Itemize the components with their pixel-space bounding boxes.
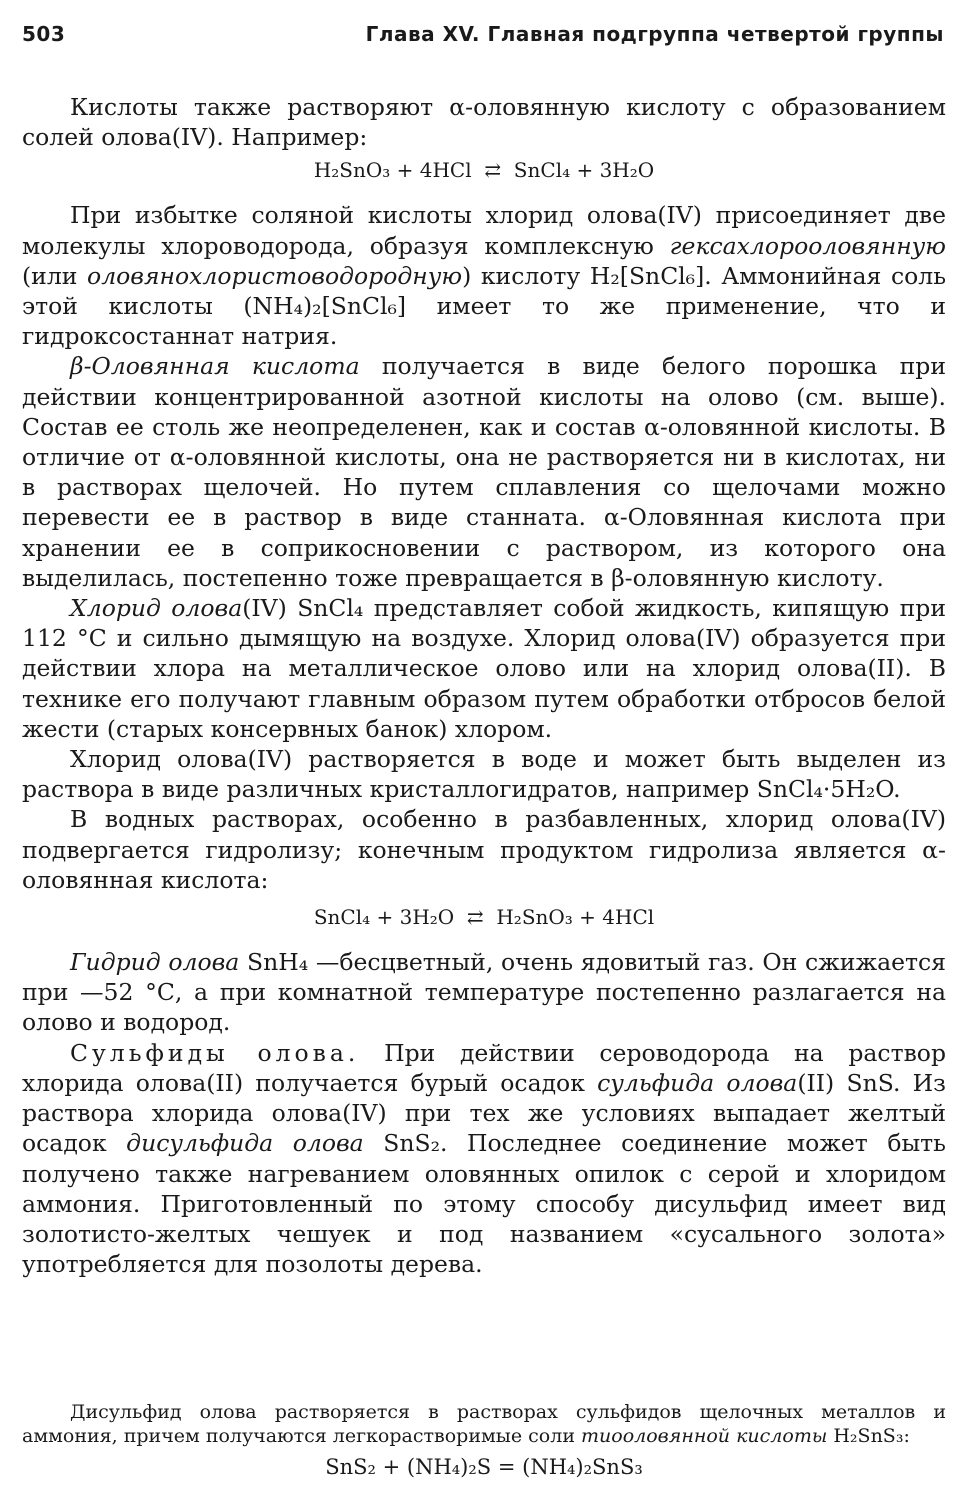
paragraph-beta-acid: β-Оловянная кислота получается в виде белого порошка при действии концентрированной азотной кислоты на олово (см. выше). Состав ее столь же неопределенен, как и состав α-оловянной кислоты. В отличие от α-оловянной кислоты, она не растворяется ни в кислотах, ни в растворах щелочей. Но путем сплавления со щелочами можно перевести ее в раствор в виде станната. α-Оловянная кислота при хранении ее в соприкосновении с раствором, из которого она выделилась, постепенно тоже превращается в β-оловянную кислоту. xyxy=(22,352,947,592)
paragraph-crystallohydrates: Хлорид олова(IV) растворяется в воде и может быть выделен из раствора в виде различных кристаллогидратов, например SnCl₄·5H₂O. xyxy=(22,745,946,804)
running-title: Глава XV. Главная подгруппа четвертой группы xyxy=(365,22,944,46)
term-tin-disulfide: дисульфида олова xyxy=(126,1129,364,1158)
paragraph-sulfides: Сульфиды олова. При действии сероводорода на раствор хлорида олова(II) получается бурый осадок сульфида олова(II) SnS. Из раствора хлорида олова(IV) при тех же условиях выпадает желтый осадок дисульфида олова SnS₂. Последнее соединение может быть получено также нагреванием оловянных опилок с серой и хлоридом аммония. Приготовленный по этому способу дисульфид имеет вид золотисто-желтых чешуек и под названием «сусального золота» употребляется для позолоты дерева. xyxy=(22,1038,947,1279)
small-print-note xyxy=(22,1400,946,1484)
heading-sulfides: Сульфиды олова. xyxy=(70,1038,360,1067)
term-tin-chloride: Хлорид олова xyxy=(70,594,243,623)
equation-3: SnS₂ + (NH₄)₂S = (NH₄)₂SnS₃ xyxy=(325,1455,643,1479)
main-text xyxy=(22,92,946,1279)
paragraph-hydride: Гидрид олова SnH₄ —бесцветный, очень ядовитый газ. Он сжижается при —52 °С, а при комнатной температуре постепенно разлагается на олово и водород. xyxy=(22,948,946,1037)
term-hexachloro: гексахлорооловянную xyxy=(669,231,946,260)
term-beta-acid: β-Оловянная кислота xyxy=(70,352,360,381)
paragraph-hexachloro: При избытке соляной кислоты хлорид олова(IV) присоединяет две молекулы хлороводорода, образуя комплексную гексахлорооловянную (или оловянохлористоводородную) кислоту H₂[SnCl₆]. Аммонийная соль этой кислоты (NH₄)₂[SnCl₆] имеет то же применение, что и гидроксостаннат натрия. xyxy=(22,201,946,351)
book-page xyxy=(22,20,946,1480)
equation-2: SnCl₄ + 3H₂O ⇄ H₂SnO₃ + 4HCl xyxy=(313,905,655,930)
page-number: 503 xyxy=(22,22,66,46)
term-thiostannic-acid: тиооловянной кислоты xyxy=(581,1425,828,1447)
paragraph-thiostannate: Дисульфид олова растворяется в растворах сульфидов щелочных металлов и аммония, причем получаются легкорастворимые соли тиооловянной кислоты H₂SnS₃: xyxy=(22,1401,946,1447)
equation-1: H₂SnO₃ + 4HCl ⇄ SnCl₄ + 3H₂O xyxy=(313,158,655,183)
paragraph-acids: Кислоты также растворяют α-оловянную кислоту с образованием солей олова(IV). Например: xyxy=(22,93,946,152)
term-tin-hydride: Гидрид олова xyxy=(70,948,240,977)
page-header xyxy=(22,20,946,54)
term-chloro-acid: оловянохлористоводородную xyxy=(87,261,463,290)
paragraph-hydrolysis: В водных растворах, особенно в разбавленных, хлорид олова(IV) подвергается гидролизу; конечным продуктом гидролиза является α-оловянная кислота: xyxy=(22,805,946,894)
term-tin-sulfide: сульфида олова xyxy=(597,1068,798,1097)
paragraph-tin-chloride: Хлорид олова(IV) SnCl₄ представляет собой жидкость, кипящую при 112 °С и сильно дымящую на воздухе. Хлорид олова(IV) образуется при действии хлора на металлическое олово или на хлорид олова(II). В технике его получают главным образом путем обработки отбросов белой жести (старых консервных банок) хлором. xyxy=(22,594,946,743)
